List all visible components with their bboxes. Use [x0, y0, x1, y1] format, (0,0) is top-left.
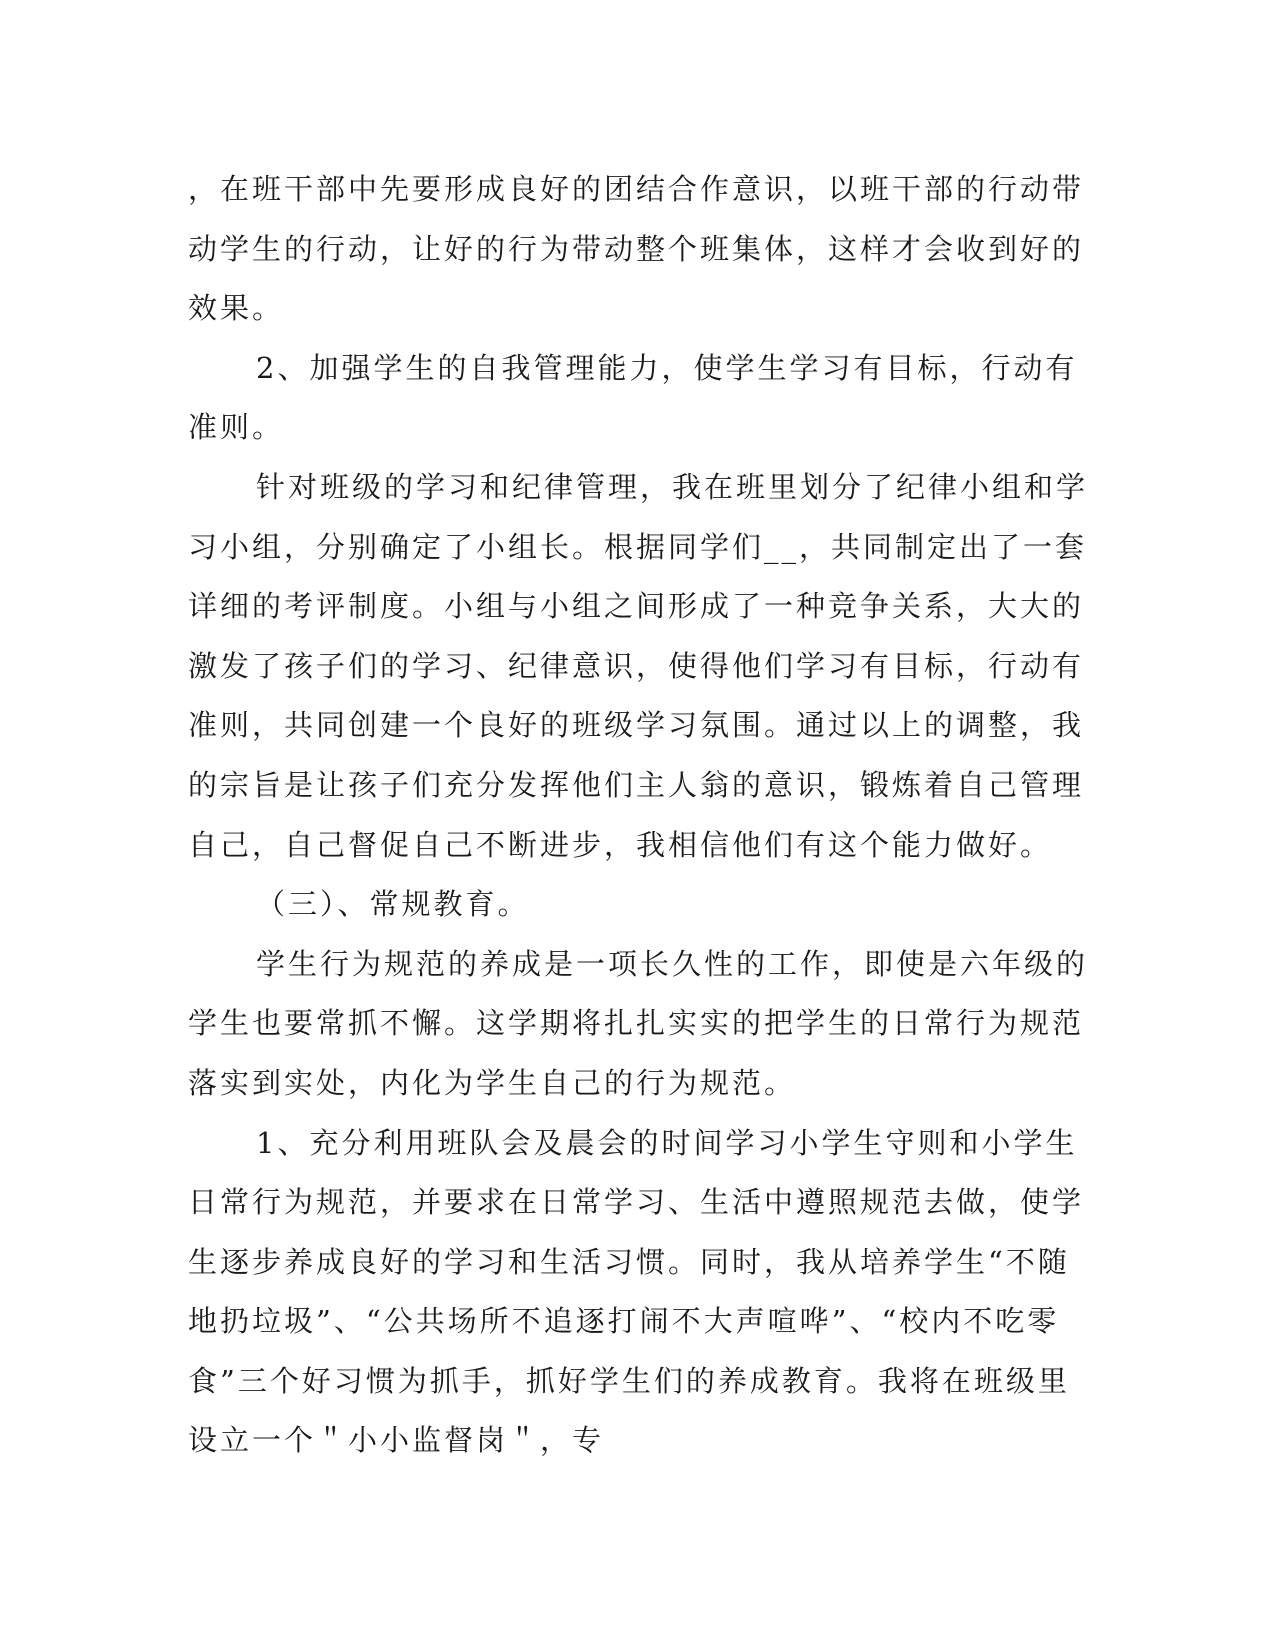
paragraph-self-management: 2、加强学生的自我管理能力，使学生学习有目标，行动有准则。	[188, 350, 1078, 445]
section-heading-routine-education: （三）、常规教育。	[256, 887, 530, 922]
paragraph-class-leaders: ，在班干部中先要形成良好的团结合作意识，以班干部的行动带动学生的行动，让好的行为带动整个班集体，这样才会收到好的效果。	[188, 172, 1085, 326]
paragraph-study-discipline-groups: 针对班级的学习和纪律管理，我在班里划分了纪律小组和学习小组，分别确定了小组长。根据同学们__，共同制定出了一套详细的考评制度。小组与小组之间形成了一种竞争关系，大大的激发了孩子们的学习、纪律意识，使得他们学习有目标，行动有准则，共同创建一个良好的班级学习氛围。通过以上的调整，我的宗旨是让孩子们充分发挥他们主人翁的意识，锻炼着自己管理自己，自己督促自己不断进步，我相信他们有这个能力做好。	[188, 469, 1089, 862]
paragraph-class-meetings: 1、充分利用班队会及晨会的时间学习小学生守则和小学生日常行为规范，并要求在日常学习、生活中遵照规范去做，使学生逐步养成良好的学习和生活习惯。同时，我从培养学生“不随地扔垃圾”、“公共场所不追逐打闹不大声喧哗”、“校内不吃零食”三个好习惯为抓手，抓好学生们的养成教育。我将在班级里设立一个＂小小监督岗＂，专	[188, 1125, 1085, 1458]
paragraph-behavior-norms: 学生行为规范的养成是一项长久性的工作，即使是六年级的学生也要常抓不懈。这学期将扎扎实实的把学生的日常行为规范落实到实处，内化为学生自己的行为规范。	[188, 946, 1089, 1100]
document-body	[188, 160, 1088, 1471]
